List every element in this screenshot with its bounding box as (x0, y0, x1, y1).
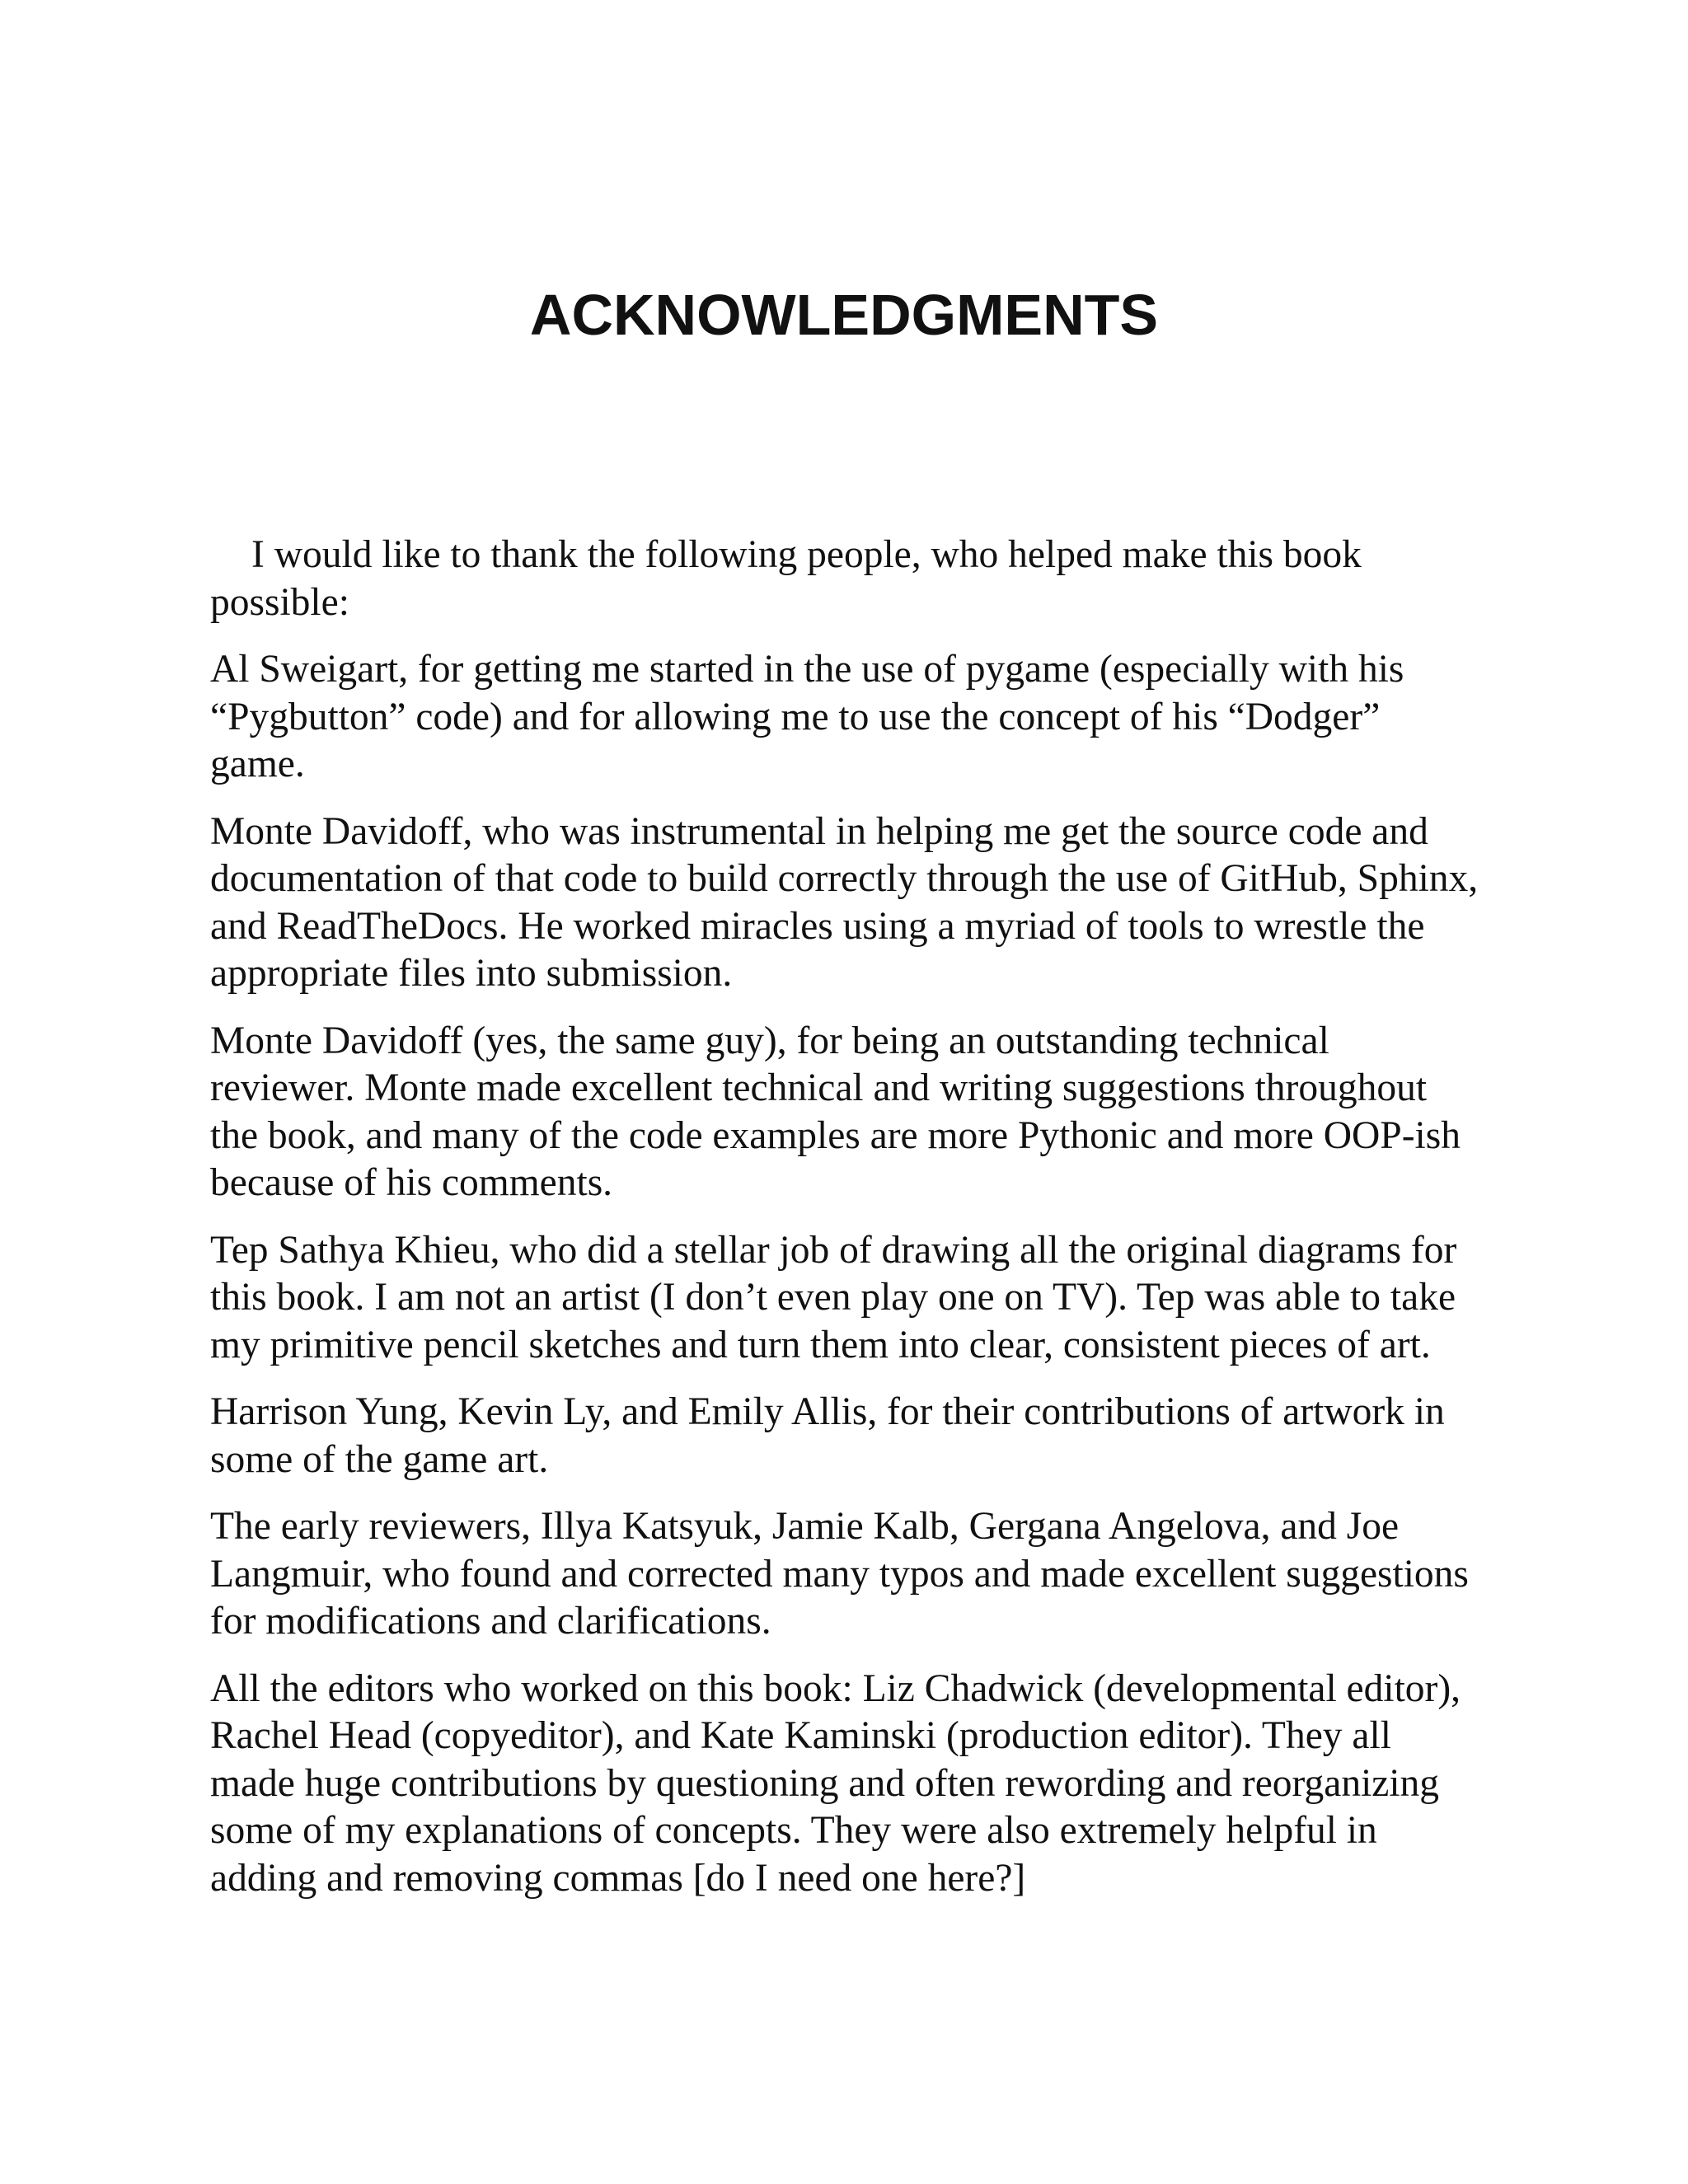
page-title: ACKNOWLEDGMENTS (529, 283, 1159, 347)
paragraph-al-sweigart: Al Sweigart, for getting me started in the use of pygame (especially with his “Pygbutton” code) and for allowing me to use the concept of his “Dodger” game. (210, 648, 1404, 785)
paragraph-tep-sathya-khieu: Tep Sathya Khieu, who did a stellar job of drawing all the original diagrams for this book. I am not an artist (I don’t even play one on TV). Tep was able to take my primitive pencil sketches and turn them into clear, consistent pieces of art. (210, 1228, 1457, 1366)
paragraph-editors: All the editors who worked on this book: Liz Chadwick (developmental editor), Rachel Head (copyeditor), and Kate Kaminski (production editor). They all made huge contributions by questioning and often rewording and reorganizing some of my explanations of concepts. They were also extremely helpful in adding and removing commas [do I need one here?] (210, 1666, 1461, 1900)
paragraph-monte-davidoff-review: Monte Davidoff (yes, the same guy), for being an outstanding technical reviewer. Monte made excellent technical and writing suggestions throughout the book, and many of the code examples are more Pythonic and more OOP-ish because of his comments. (210, 1019, 1461, 1204)
paragraph-monte-davidoff-docs: Monte Davidoff, who was instrumental in helping me get the source code and documentation of that code to build correctly through the use of GitHub, Sphinx, and ReadTheDocs. He worked miracles using a myriad of tools to wrestle the appropriate files into submission. (210, 809, 1479, 995)
acknowledgments-body (210, 532, 1484, 1922)
intro-paragraph: I would like to thank the following people, who helped make this book possible: (210, 533, 1362, 624)
paragraph-game-art-contributors: Harrison Yung, Kevin Ly, and Emily Allis, for their contributions of artwork in some of the game art. (210, 1390, 1445, 1481)
paragraph-early-reviewers: The early reviewers, Illya Katsyuk, Jamie Kalb, Gergana Angelova, and Joe Langmuir, who found and corrected many typos and made excellent suggestions for modifications and clarifications. (210, 1505, 1469, 1643)
